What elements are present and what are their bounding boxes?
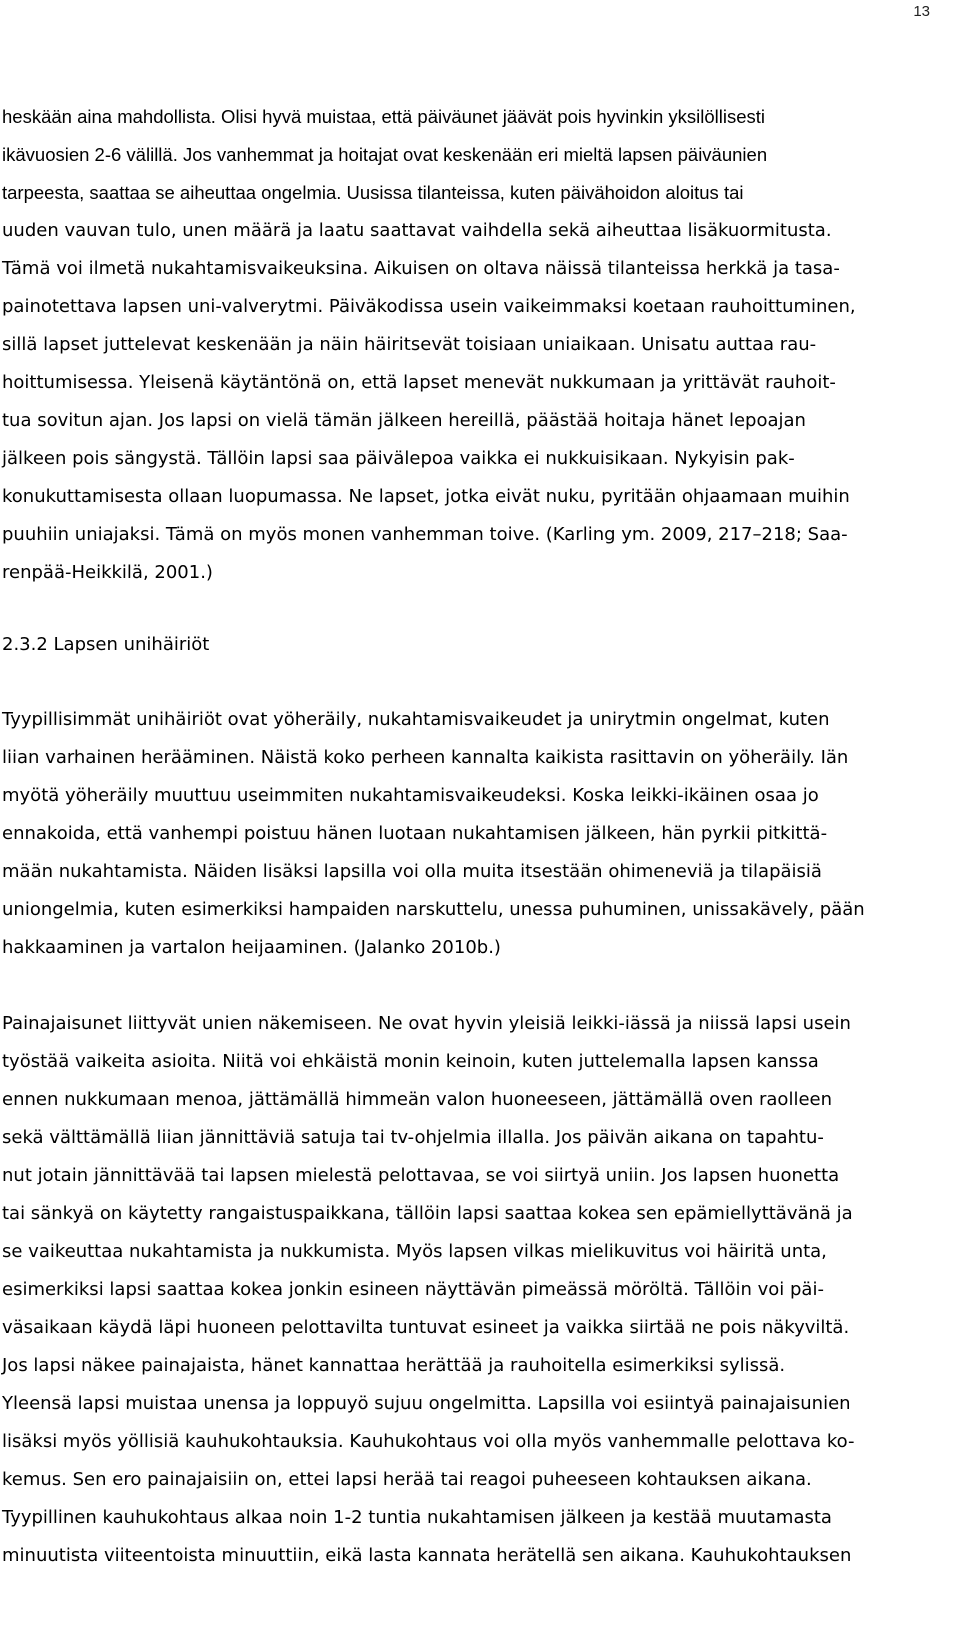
text-line: Painajaisunet liittyvät unien näkemiseen. Ne ovat hyvin yleisiä leikki-iässä ja niissä lapsi usein [2, 1013, 851, 1034]
text-line: jälkeen pois sängystä. Tällöin lapsi saa päivälepoa vaikka ei nukkuisikaan. Nykyisin pak- [2, 448, 795, 469]
paragraph-spacer [2, 967, 927, 1005]
text-line: hakkaaminen ja vartalon heijaaminen. (Jalanko 2010b.) [2, 937, 501, 958]
text-line: se vaikeuttaa nukahtamista ja nukkumista. Myös lapsen vilkas mielikuvitus voi häiritä unta, [2, 1241, 827, 1262]
text-line: työstää vaikeita asioita. Niitä voi ehkäistä monin keinoin, kuten juttelemalla lapsen kanssa [2, 1051, 819, 1072]
text-line: minuutista viiteentoista minuuttiin, eikä lasta kannata herätellä sen aikana. Kauhukohtauksen [2, 1545, 852, 1566]
text-line: mään nukahtamista. Näiden lisäksi lapsilla voi olla muita itsestään ohimeneviä ja tilapäisiä [2, 861, 822, 882]
document-body [2, 98, 927, 1575]
text-line: puuhiin uniajaksi. Tämä on myös monen vanhemman toive. (Karling ym. 2009, 217–218; Saa- [2, 524, 848, 545]
text-line: ennen nukkumaan menoa, jättämällä himmeän valon huoneeseen, jättämällä oven raolleen [2, 1089, 833, 1110]
text-line: Jos lapsi näkee painajaista, hänet kannattaa herättää ja rauhoitella esimerkiksi sylissä. [2, 1355, 786, 1376]
text-line: Tämä voi ilmetä nukahtamisvaikeuksina. Aikuisen on oltava näissä tilanteissa herkkä ja tasa- [2, 258, 840, 279]
text-line: heskään aina mahdollista. Olisi hyvä muistaa, että päiväunet jäävät pois hyvinkin yksilöllisesti [2, 106, 765, 127]
paragraph-2 [2, 701, 927, 967]
text-line: esimerkiksi lapsi saattaa kokea jonkin esineen näyttävän pimeässä möröltä. Tällöin voi päi- [2, 1279, 824, 1300]
text-line: liian varhainen herääminen. Näistä koko perheen kannalta kaikista rasittavin on yöheräily. Iän [2, 747, 849, 768]
text-line: uuden vauvan tulo, unen määrä ja laatu saattavat vaihdella sekä aiheuttaa lisäkuormitusta. [2, 220, 832, 241]
text-line: lisäksi myös yöllisiä kauhukohtauksia. Kauhukohtaus voi olla myös vanhemmalle pelottava ko- [2, 1431, 855, 1452]
text-line: ikävuosien 2-6 välillä. Jos vanhemmat ja hoitajat ovat keskenään eri mieltä lapsen päiväunien [2, 144, 768, 165]
text-line: nut jotain jännittävää tai lapsen mielestä pelottavaa, se voi siirtyä uniin. Jos lapsen huonetta [2, 1165, 840, 1186]
text-line: kemus. Sen ero painajaisiin on, ettei lapsi herää tai reagoi puheeseen kohtauksen aikana. [2, 1469, 812, 1490]
text-line: painotettava lapsen uni-valverytmi. Päiväkodissa usein vaikeimmaksi koetaan rauhoittuminen, [2, 296, 856, 317]
paragraph-1 [2, 98, 927, 592]
text-line: tua sovitun ajan. Jos lapsi on vielä tämän jälkeen hereillä, päästää hoitaja hänet lepoajan [2, 410, 806, 431]
text-line: sillä lapset juttelevat keskenään ja näin häiritsevät toisiaan uniaikaan. Unisatu auttaa rau- [2, 334, 817, 355]
section-heading: 2.3.2 Lapsen unihäiriöt [2, 634, 210, 655]
page-number: 13 [913, 3, 930, 20]
text-line: renpää-Heikkilä, 2001.) [2, 562, 213, 583]
text-line: tai sänkyä on käytetty rangaistuspaikkana, tällöin lapsi saattaa kokea sen epämiellyttävänä ja [2, 1203, 853, 1224]
text-line: väsaikaan käydä läpi huoneen pelottavilta tuntuvat esineet ja vaikka siirtää ne pois näkyviltä. [2, 1317, 850, 1338]
text-line: Tyypillisimmät unihäiriöt ovat yöheräily, nukahtamisvaikeudet ja unirytmin ongelmat, kuten [2, 709, 830, 730]
paragraph-spacer [2, 592, 927, 626]
text-line: myötä yöheräily muuttuu useimmiten nukahtamisvaikeudeksi. Koska leikki-ikäinen osaa jo [2, 785, 819, 806]
text-line: hoittumisessa. Yleisenä käytäntönä on, että lapset menevät nukkumaan ja yrittävät rauhoit- [2, 372, 836, 393]
text-line: ennakoida, että vanhempi poistuu hänen luotaan nukahtamisen jälkeen, hän pyrkii pitkittä- [2, 823, 828, 844]
text-line: Tyypillinen kauhukohtaus alkaa noin 1-2 tuntia nukahtamisen jälkeen ja kestää muutamasta [2, 1507, 832, 1528]
paragraph-3 [2, 1005, 927, 1575]
paragraph-spacer [2, 664, 927, 701]
text-line: sekä välttämällä liian jännittäviä satuja tai tv-ohjelmia illalla. Jos päivän aikana on tapahtu- [2, 1127, 824, 1148]
text-line: tarpeesta, saattaa se aiheuttaa ongelmia. Uusissa tilanteissa, kuten päivähoidon aloitus tai [2, 182, 744, 203]
text-line: konukuttamisesta ollaan luopumassa. Ne lapset, jotka eivät nuku, pyritään ohjaamaan muihin [2, 486, 850, 507]
text-line: Yleensä lapsi muistaa unensa ja loppuyö sujuu ongelmitta. Lapsilla voi esiintyä painajaisunien [2, 1393, 851, 1414]
text-line: uniongelmia, kuten esimerkiksi hampaiden narskuttelu, unessa puhuminen, unissakävely, pään [2, 899, 865, 920]
